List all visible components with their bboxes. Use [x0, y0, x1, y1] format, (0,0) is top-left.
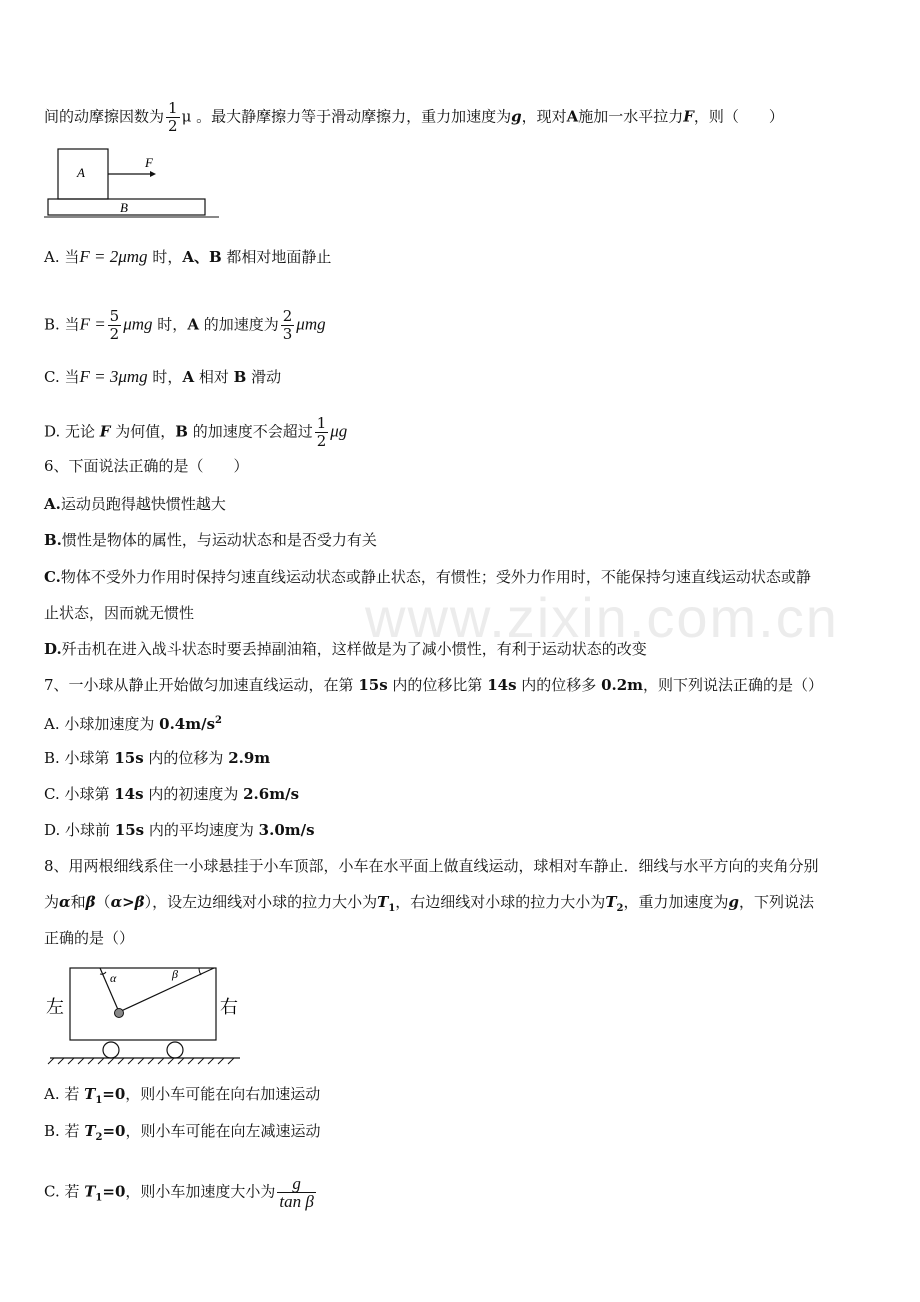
right-string — [119, 968, 214, 1012]
q5-block-figure — [44, 145, 224, 223]
ball — [115, 1009, 124, 1018]
q5-option-b[interactable]: B. 当F = $\frac{5}{2}$ μmg 时，A 的加速度为 $\frac{2}{3}$ μmg — [44, 307, 326, 343]
q6-option-a[interactable]: A.运动员跑得越快惯性越大 — [44, 495, 226, 513]
mu-fraction: $\frac{1}{2}$ — [168, 99, 178, 135]
q7-stem: 7、一小球从静止开始做匀加速直线运动，在第 15s 内的位移比第 14s 内的位移多 0.2m，则下列说法正确的是（） — [44, 676, 824, 694]
label-a: A — [77, 165, 85, 180]
label-f: F — [145, 155, 153, 170]
cart-body — [70, 968, 216, 1040]
q7-option-a[interactable]: A. 小球加速度为 $0.4m/s^2$ — [44, 715, 223, 733]
watermark: www.zixin.com.cn — [365, 586, 839, 649]
fraction: $\frac{g}{\text{tan β}}$ — [279, 1174, 314, 1211]
q8-option-c[interactable]: C. 若 $T_1=0$，则小车加速度大小为 $\frac{g}{\text{tan β}}$ — [44, 1174, 314, 1211]
q8-option-b[interactable]: B. 若 $T_2=0$，则小车可能在向左减速运动 — [44, 1122, 321, 1143]
q8-option-a[interactable]: A. 若 $T_1=0$，则小车可能在向右加速运动 — [44, 1085, 321, 1106]
label-b: B — [120, 200, 128, 215]
label-right: 右 — [220, 997, 238, 1018]
fraction: $\frac{5}{2}$ — [109, 307, 120, 343]
force-arrowhead — [150, 171, 156, 177]
label-left: 左 — [46, 997, 64, 1018]
beta-arc — [199, 968, 201, 975]
alpha-arc — [100, 972, 106, 974]
right-wheel — [167, 1042, 183, 1058]
q6-option-b[interactable]: B.惯性是物体的属性，与运动状态和是否受力有关 — [44, 531, 377, 549]
q7-option-d[interactable]: D. 小球前 15s 内的平均速度为 3.0m/s — [44, 821, 315, 839]
alpha-label: α — [110, 971, 117, 985]
left-wheel — [103, 1042, 119, 1058]
q5-option-a[interactable]: A. 当F = 2μmg 时，A、B 都相对地面静止 — [44, 247, 332, 266]
q5-option-c[interactable]: C. 当F = 3μmg 时，A 相对 B 滑动 — [44, 367, 282, 386]
q6-option-c-cont: 止状态，因而就无惯性 — [44, 604, 195, 622]
q6-option-d[interactable]: D.歼击机在进入战斗状态时要丢掉副油箱，这样做是为了减小惯性，有利于运动状态的改变 — [44, 640, 647, 658]
q5-intro: 间的动摩擦因数为 $\frac{1}{2}$ μ 。最大静摩擦力等于滑动摩擦力，重力加速度为g，现对A施加一水平拉力F，则（ ） — [44, 99, 784, 135]
ground-hatch — [48, 1058, 234, 1064]
fraction: $\frac{1}{2}$ — [316, 414, 327, 450]
q7-option-c[interactable]: C. 小球第 14s 内的初速度为 2.6m/s — [44, 785, 300, 803]
q8-cart-figure — [44, 962, 254, 1066]
q5-option-d[interactable]: D. 无论 F 为何值，B 的加速度不会超过 $\frac{1}{2}$ μg — [44, 414, 348, 450]
fraction: $\frac{2}{3}$ — [282, 307, 293, 343]
q6-stem: 6、下面说法正确的是（ ） — [44, 457, 249, 475]
q7-option-b[interactable]: B. 小球第 15s 内的位移为 2.9m — [44, 749, 271, 767]
beta-label: β — [172, 967, 178, 981]
q8-stem-line2: 为α和β（α>β），设左边细线对小球的拉力大小为$T_1$，右边细线对小球的拉力大小为$T_2$，重力加速度为g，下列说法 — [44, 893, 814, 914]
q8-stem-line1: 8、用两根细线系住一小球悬挂于小车顶部，小车在水平面上做直线运动，球相对车静止．细线与水平方向的夹角分别 — [44, 857, 819, 875]
q8-stem-line3: 正确的是（） — [44, 929, 135, 947]
q6-option-c[interactable]: C.物体不受外力作用时保持匀速直线运动状态或静止状态，有惯性；受外力作用时，不能保持匀速直线运动状态或静 — [44, 568, 811, 586]
